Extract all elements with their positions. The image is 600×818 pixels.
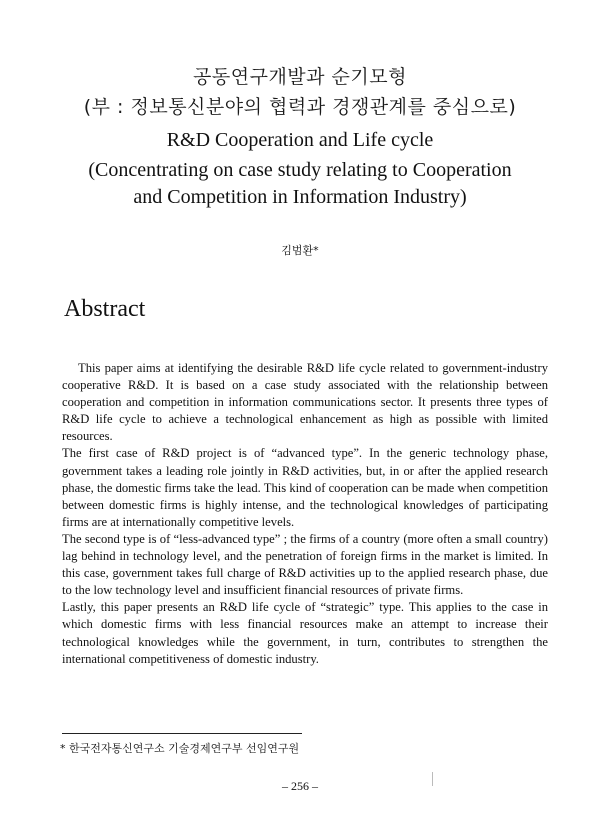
abstract-heading: Abstract bbox=[64, 296, 146, 322]
english-title-line-2: (Concentrating on case study relating to Cooperation bbox=[88, 159, 512, 181]
korean-title-line-2: (부 : 정보통신분야의 협력과 경쟁관계를 중심으로) bbox=[83, 96, 517, 118]
abstract-paragraph-2: The first case of R&D project is of “advanced type”. In the generic technology phase, government takes a leading role jointly in R&D activities, but, in or after the applied research phase, the domestic firms take the lead. This kind of cooperation can be made when competition between domestic firms is highly intense, and the technological knowledges of participating firms are at internationally competitive levels. bbox=[62, 446, 548, 529]
abstract-paragraph-4: Lastly, this paper presents an R&D life cycle of “strategic” type. This applies to the case in which domestic firms with less financial resources make an attempt to increase their technological knowledges while the government, in turn, contributes to strengthen the international competitiveness of domestic industry. bbox=[62, 600, 548, 666]
author-affiliation-footnote: * 한국전자통신연구소 기술경제연구부 선임연구원 bbox=[60, 742, 300, 755]
korean-title-line-1: 공동연구개발과 순기모형 bbox=[193, 66, 407, 88]
page-number: – 256 – bbox=[282, 779, 318, 793]
english-title-line-3: and Competition in Information Industry) bbox=[133, 186, 467, 208]
english-title-line-1: R&D Cooperation and Life cycle bbox=[166, 129, 434, 151]
abstract-body bbox=[62, 360, 548, 668]
abstract-paragraph-3: The second type is of “less-advanced type” ; the firms of a country (more often a small country) lag behind in technology level, and the penetration of foreign firms in the market is limited. In this case, government takes full charge of R&D activities up to the applied research phase, due to the low technology level and insufficient financial resources of private firms. bbox=[62, 531, 548, 598]
abstract-paragraph-1: This paper aims at identifying the desirable R&D life cycle related to government-industry cooperative R&D. It is based on a case study associated with the relationship between cooperation and competition in information communications sector. It presents three types of R&D life cycle to achieve a technological enhancement as high as possible with limited resources. bbox=[62, 361, 548, 444]
author-name: 김범환* bbox=[281, 244, 319, 257]
footnote-divider bbox=[62, 733, 302, 734]
